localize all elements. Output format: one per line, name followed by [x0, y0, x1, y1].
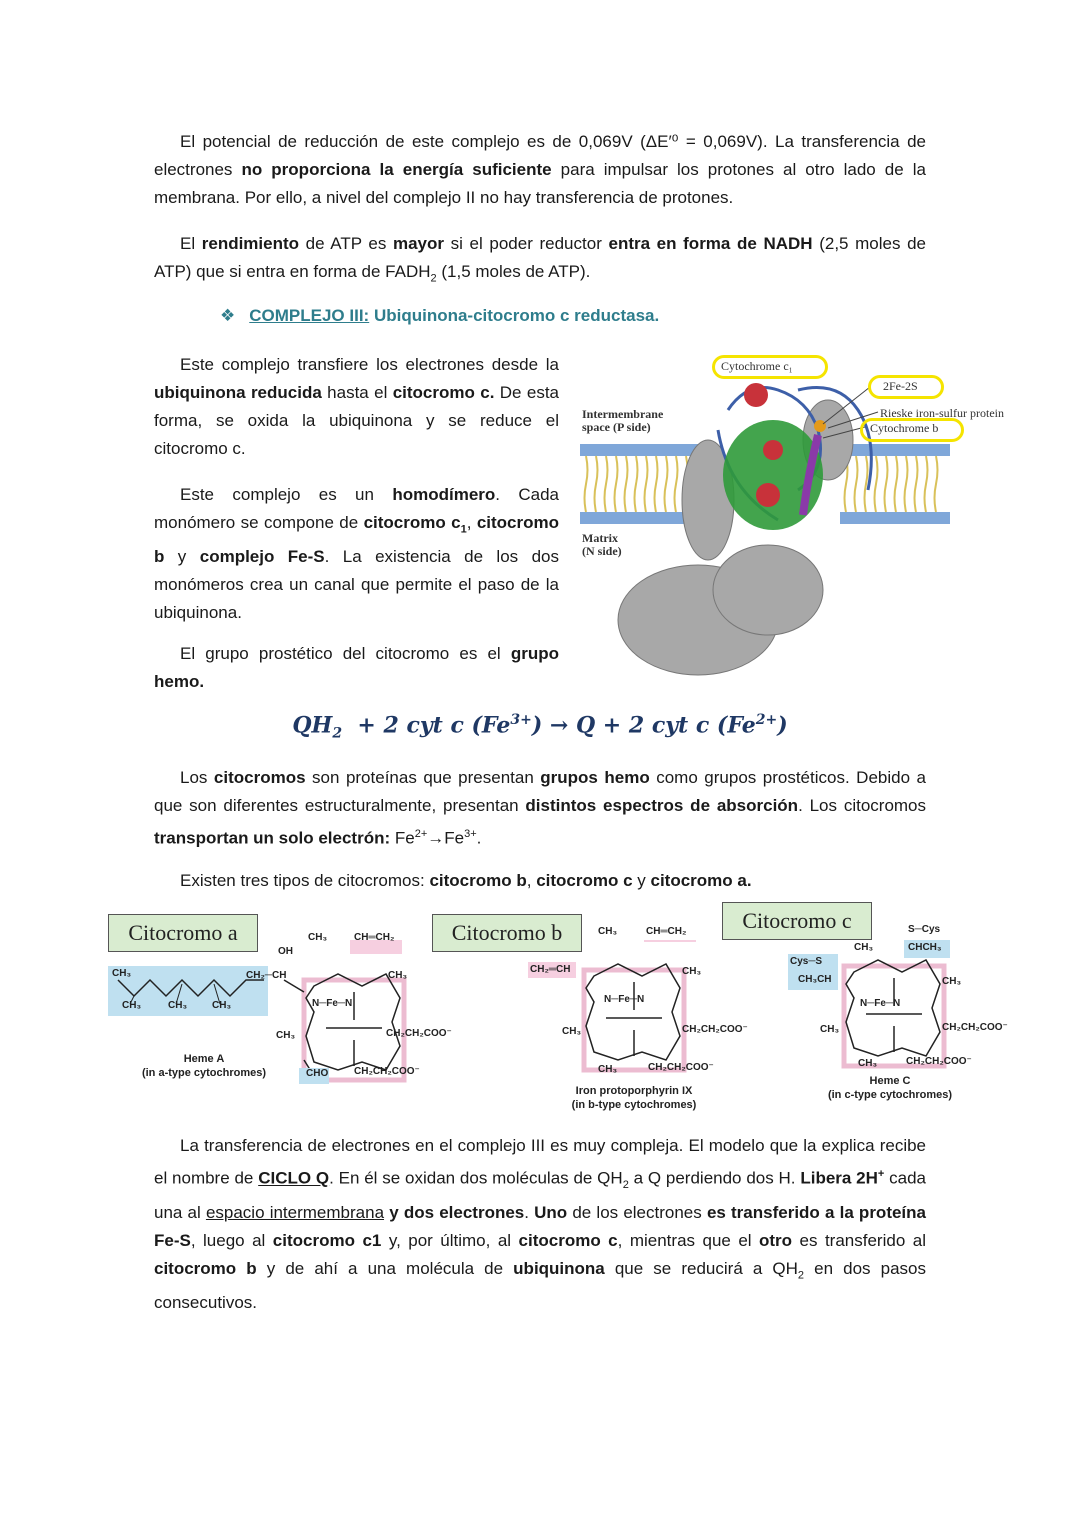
heme-a-ch3-tail4: CH₃ — [212, 1000, 232, 1011]
heme-b-vinyl-top: CH═CH₂ — [646, 926, 687, 937]
heme-c-chch3-top: CHCH₃ — [908, 942, 942, 953]
heme-a-fe-center: N─Fe─N — [312, 998, 353, 1009]
heme-structures-figure — [104, 900, 1024, 1120]
heme-c-fe-center: N─Fe─N — [860, 998, 901, 1009]
heme-a-ch3-tail1: CH₃ — [112, 968, 132, 979]
heme-a-ch3-tail3: CH₃ — [168, 1000, 188, 1011]
label-matrix: Matrix (N side) — [582, 531, 622, 558]
diamond-bullet-icon: ❖ — [220, 306, 236, 325]
iron-sulfur-cluster — [814, 420, 826, 432]
heme-c-ch3-right: CH₃ — [942, 976, 962, 987]
heme-a-caption: Heme A (in a-type cytochromes) — [141, 1053, 267, 1079]
heme-c-ch3-left: CH₃ — [820, 1024, 840, 1035]
paragraph-prosthetic-group: El grupo prostético del citocromo es el grupo hemo. — [154, 644, 559, 691]
membrane-right — [840, 444, 950, 524]
paragraph-q-cycle: La transferencia de electrones en el complejo III es muy compleja. El modelo que la explica recibe el nombre de CICLO Q. En él se oxidan dos moléculas de $QH_2$ a Q perdiendo dos H. Libera 2H+ cada una al espacio intermembrana y dos electrones. Uno de los electrones es transferido a la proteína Fe-S, luego al citocromo c1 y, por último, al citocromo c, mientras que el otro es transferido al citocromo b y de ahí a una molécula de ubiquinona que se reducirá a $QH_2$ en dos pasos consecutivos. — [154, 1136, 927, 1313]
heme-b-ch3-bottom: CH₃ — [598, 1064, 618, 1075]
paragraph-homodimer: Este complejo es un homodímero. Cada monómero se compone de citocromo $c_1$, citocromo b y complejo Fe-S. La existencia de los dos monómeros crea un canal que permite el paso de la ubiquinona. — [154, 485, 559, 623]
heme-a-ch2ch: CH₂─CH — [246, 970, 287, 981]
label-intermembrane-space: Intermembrane space (P side) — [582, 407, 664, 434]
citocromo-c-box: Citocromo c — [722, 902, 872, 940]
citocromo-a-box: Citocromo a — [108, 914, 258, 952]
heme-a-vinyl: CH═CH₂ — [354, 932, 395, 943]
heme-b-ch3-top: CH₃ — [598, 926, 618, 937]
heme-a-propionate1: CH₂CH₂COO⁻ — [386, 1028, 452, 1039]
heme-c-propionate1: CH₂CH₂COO⁻ — [942, 1022, 1008, 1033]
heme-b-fe-center: N─Fe─N — [604, 994, 645, 1005]
label-rieske: Rieske iron-sulfur protein — [880, 407, 1004, 420]
heme-c-ch3ch-left: CH₃CH — [798, 974, 832, 985]
heme-a-ch3-left: CH₃ — [276, 1030, 296, 1041]
heme-a-ch3-tail2: CH₃ — [122, 1000, 142, 1011]
label-cytochrome-b: Cytochrome b — [870, 421, 939, 435]
redox-equation: $QH_2 + 2$ cyt c $(Fe^{3+}) \to Q + 2$ cyt c $(Fe^{2+})$ — [292, 712, 788, 742]
heme-a-cho: CHO — [306, 1068, 329, 1079]
heme-b-propionate2: CH₂CH₂COO⁻ — [648, 1062, 714, 1073]
label-2fe-2s: 2Fe-2S — [883, 379, 918, 393]
citocromo-b-box: Citocromo b — [432, 914, 582, 952]
paragraph-complex-function: Este complejo transfiere los electrones desde la ubiquinona reducida hasta el citocromo c. De esta forma, se oxida la ubiquinona y se reduce el citocromo c. — [154, 355, 559, 458]
paragraph-reduction-potential: El potencial de reducción de este complejo es de 0,069V (ΔE′⁰ = 0,069V). La transferencia de electrones no proporciona la energía suficiente para impulsar los protones al otro lado de la membrana. Por ello, a nivel del complejo II no hay transferencia de protones. — [154, 132, 926, 207]
heme-a-propionate2: CH₂CH₂COO⁻ — [354, 1066, 420, 1077]
section-heading-complex-iii: ❖ COMPLEJO III: Ubiquinona-citocromo c reductasa. — [220, 306, 660, 325]
heme-b-ch3-left: CH₃ — [562, 1026, 582, 1037]
heme-c-caption: Heme C (in c-type cytochromes) — [827, 1075, 953, 1101]
heme-c-ch3-bottom: CH₃ — [858, 1058, 878, 1069]
heme-a-molecule — [104, 940, 434, 1120]
heme-c-propionate2: CH₂CH₂COO⁻ — [906, 1056, 972, 1067]
label-cytochrome-c1: Cytochrome c₁ — [721, 359, 793, 373]
heme-c-ch3-top: CH₃ — [854, 942, 874, 953]
heme-b-caption: Iron protoporphyrin IX (in b-type cytochromes) — [571, 1085, 697, 1111]
heme-a-ch3-right: CH₃ — [388, 970, 408, 981]
complex-iii-illustration — [578, 350, 1048, 685]
paragraph-cytochromes: Los citocromos son proteínas que presentan grupos hemo como grupos prostéticos. Debido a que son diferentes estructuralmente, presentan distintos espectros de absorción. Los citocromos transportan un solo electrón: $Fe^{2+}\to Fe^{3+}$. — [154, 768, 927, 848]
heme-b-propionate1: CH₂CH₂COO⁻ — [682, 1024, 748, 1035]
heme-b-ch3-right: CH₃ — [682, 966, 702, 977]
paragraph-atp-yield: El rendimiento de ATP es mayor si el poder reductor entra en forma de NADH (2,5 moles de ATP) que si entra en forma de $FADH_2$ (1,5 moles de ATP). — [154, 234, 927, 285]
heme-c-s-cys-top: S─Cys — [908, 924, 941, 935]
heme-a-ch3-top: CH₃ — [308, 932, 328, 943]
heme-c-cys-s-left: Cys─S — [790, 956, 823, 967]
heme-a-oh: OH — [278, 946, 293, 957]
complex-iii-structure-figure — [578, 350, 1048, 685]
heme-b-vinyl-left: CH₂═CH — [530, 964, 571, 975]
paragraph-three-types: Existen tres tipos de citocromos: citocromo b, citocromo c y citocromo a. — [180, 871, 752, 890]
